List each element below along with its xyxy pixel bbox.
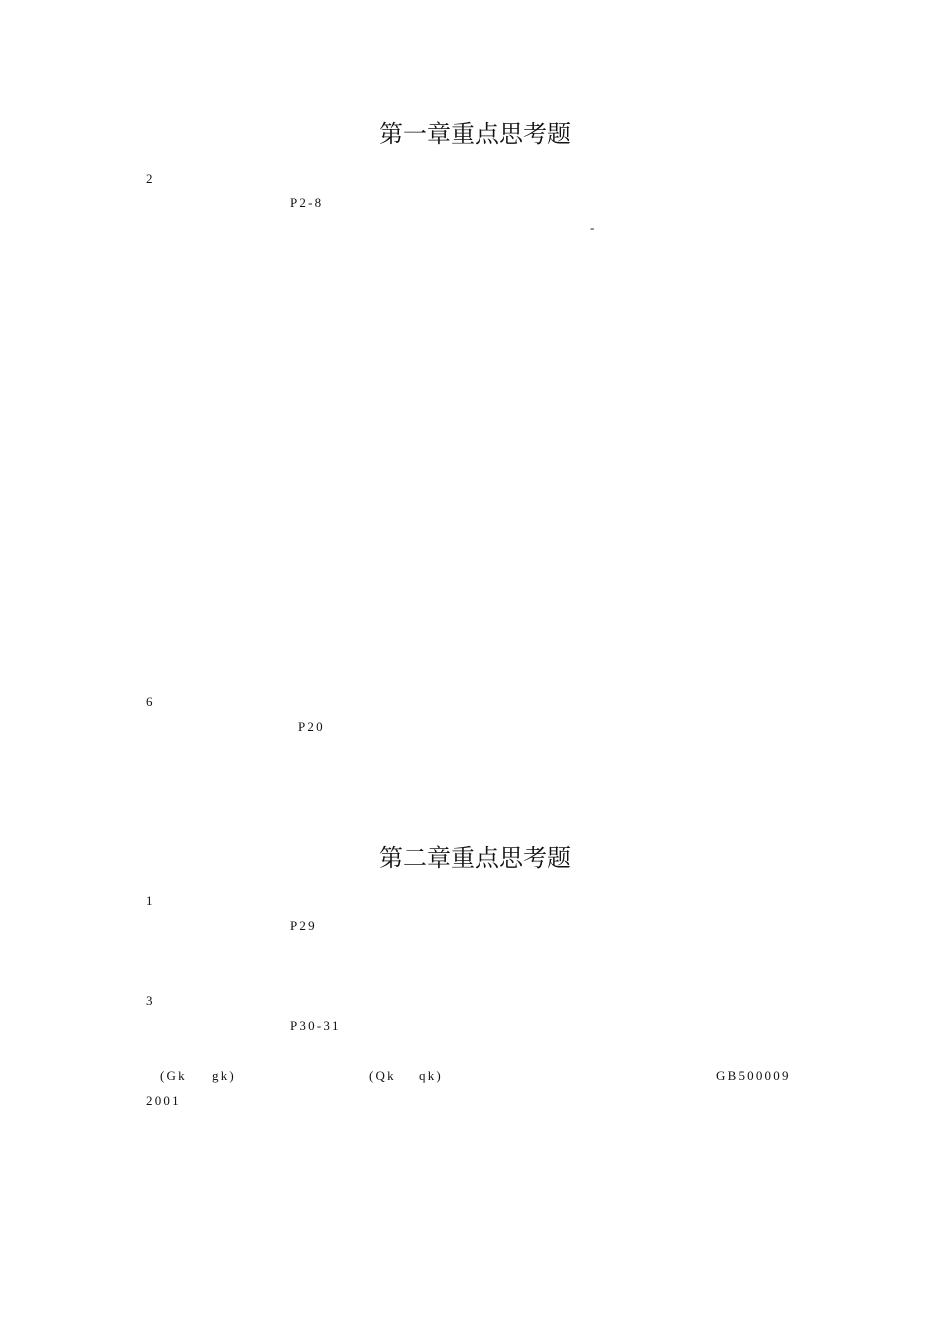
text-line xyxy=(146,891,159,911)
text-segment: (Gk xyxy=(160,1068,187,1083)
text-line xyxy=(146,193,324,213)
text-line xyxy=(146,368,159,388)
text-line xyxy=(146,767,159,787)
text-line xyxy=(146,941,159,961)
text-line xyxy=(146,1091,181,1111)
text-line xyxy=(146,692,159,712)
question-number: 3 xyxy=(146,993,155,1008)
text-line xyxy=(146,966,159,986)
text-line xyxy=(146,268,159,288)
text-line xyxy=(146,1066,791,1086)
text-line xyxy=(146,1166,159,1186)
text-line xyxy=(146,169,159,189)
chapter-2-title: 第二章重点思考题 xyxy=(379,844,571,872)
question-number: 1 xyxy=(146,893,155,908)
standard-code: GB500009 xyxy=(716,1068,791,1083)
text-line xyxy=(146,393,159,413)
text-line xyxy=(146,543,159,563)
text-line xyxy=(146,343,159,363)
text-segment: 2 xyxy=(146,171,155,186)
text-line xyxy=(146,593,159,613)
text-segment: (Qk xyxy=(369,1068,396,1083)
text-segment: - xyxy=(590,220,597,235)
text-line xyxy=(146,443,159,463)
text-segment: 2001 xyxy=(146,1093,181,1108)
text-line xyxy=(146,318,159,338)
text-line xyxy=(146,1116,159,1136)
text-line xyxy=(146,618,159,638)
text-line xyxy=(146,1041,159,1061)
text-line xyxy=(146,991,159,1011)
text-line xyxy=(146,1016,341,1036)
text-line xyxy=(146,643,159,663)
text-line xyxy=(146,668,159,688)
text-line xyxy=(146,568,159,588)
text-segment: qk) xyxy=(419,1068,443,1083)
text-line xyxy=(146,518,159,538)
text-line xyxy=(146,493,159,513)
text-line xyxy=(146,717,325,737)
chapter-1-title: 第一章重点思考题 xyxy=(379,120,571,148)
text-line xyxy=(146,418,159,438)
page-ref: P20 xyxy=(298,719,325,734)
question-number: 6 xyxy=(146,694,155,709)
text-line xyxy=(146,468,159,488)
text-line xyxy=(146,218,597,238)
text-line xyxy=(146,243,159,263)
page-ref: P30-31 xyxy=(290,1018,341,1033)
text-line xyxy=(146,1141,159,1161)
page-ref: P2-8 xyxy=(290,195,324,210)
text-line xyxy=(146,916,317,936)
text-line xyxy=(146,293,159,313)
text-line xyxy=(146,1191,159,1211)
text-line xyxy=(146,742,159,762)
page-ref: P29 xyxy=(290,918,317,933)
text-segment: gk) xyxy=(212,1068,236,1083)
